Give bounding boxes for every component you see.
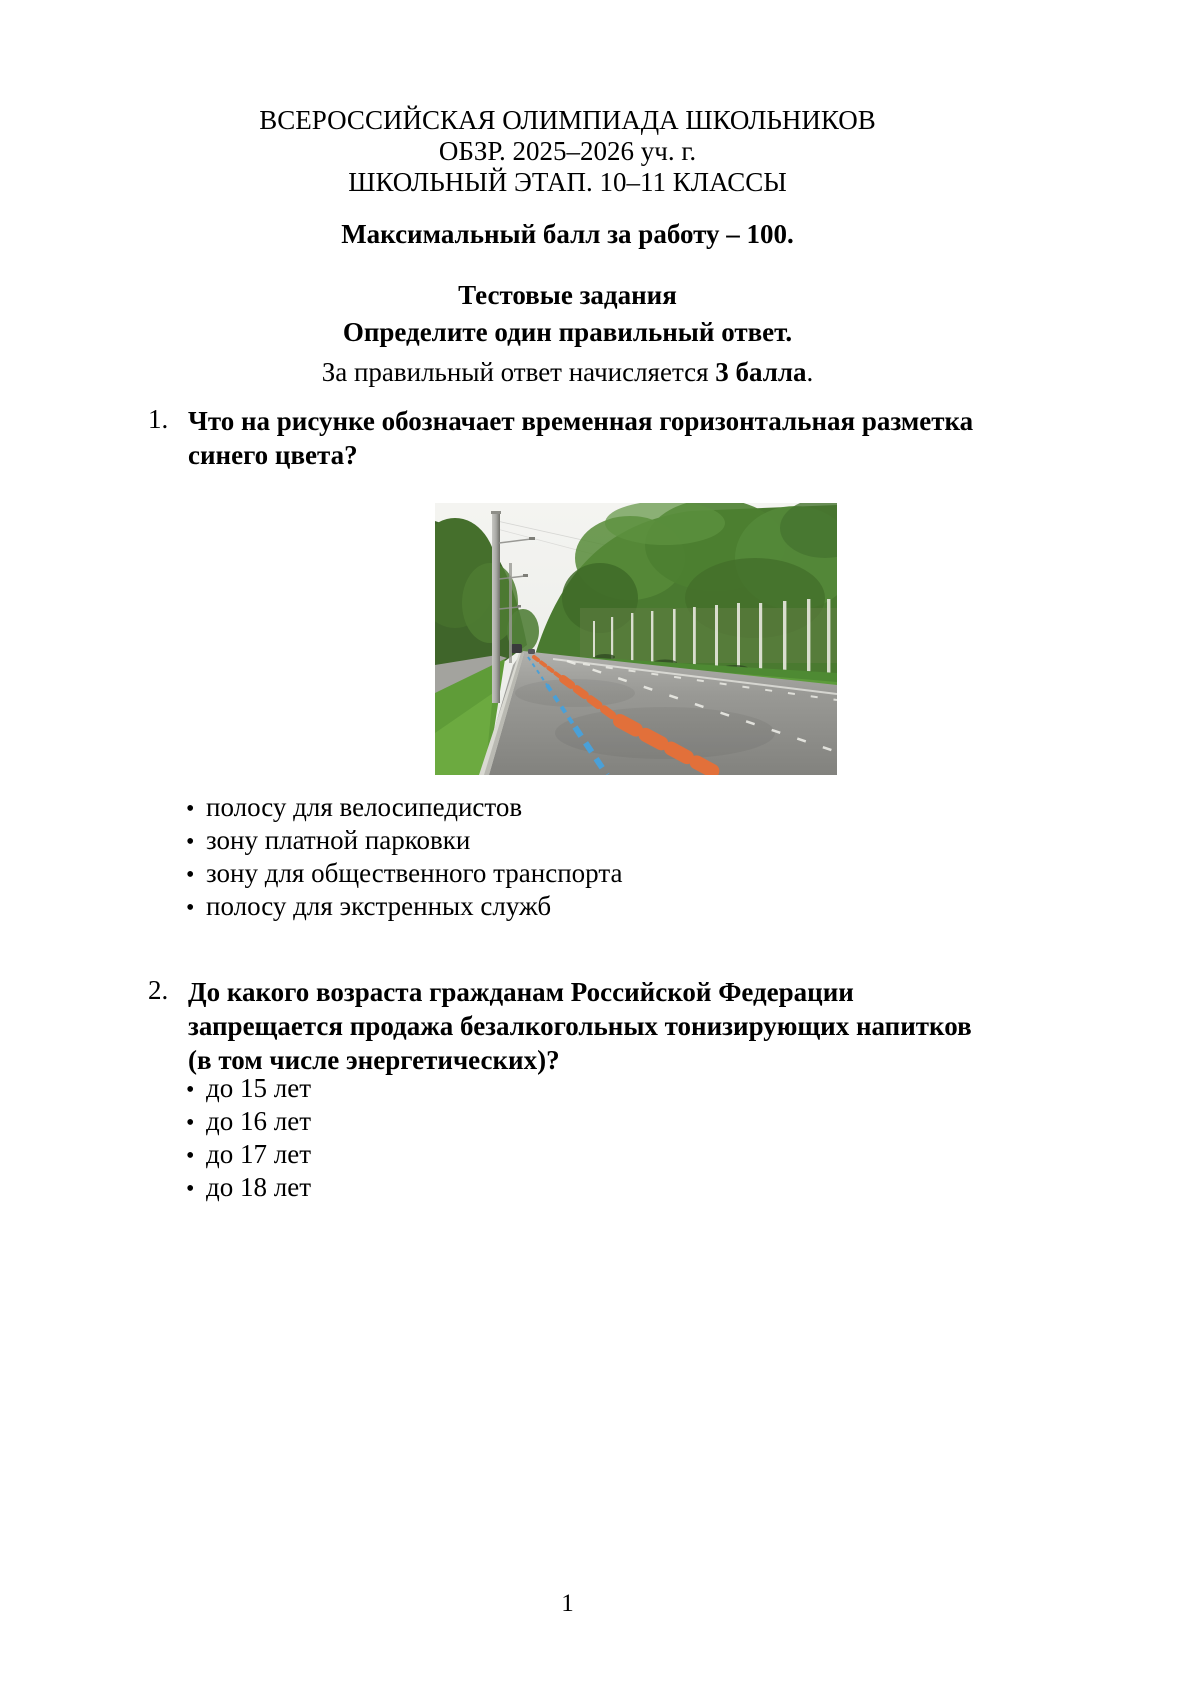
question-2 xyxy=(148,975,1008,1077)
question-2-options xyxy=(186,1073,1006,1205)
q2-option-1: • до 15 лет xyxy=(186,1073,1006,1106)
q1-option-2: • зону платной парковки xyxy=(186,825,1006,858)
q1-option-4: • полосу для экстренных служб xyxy=(186,891,1006,924)
road-photo-illustration xyxy=(435,503,837,775)
doc-title-line1: ВСЕРОССИЙСКАЯ ОЛИМПИАДА ШКОЛЬНИКОВ xyxy=(259,105,876,135)
instruction-line: Определите один правильный ответ. xyxy=(342,317,793,347)
q1-option-3: • зону для общественного транспорта xyxy=(186,858,1006,891)
doc-header xyxy=(145,105,990,198)
question-1-number: 1. xyxy=(148,404,169,434)
doc-title-line3: ШКОЛЬНЫЙ ЭТАП. 10–11 КЛАССЫ xyxy=(348,167,787,197)
q2-option-2: • до 16 лет xyxy=(186,1106,1006,1139)
question-1 xyxy=(148,404,1008,472)
q2-option-3: • до 17 лет xyxy=(186,1139,1006,1172)
scoring-prefix: За правильный ответ начисляется xyxy=(321,357,716,387)
question-1-text: Что на рисунке обозначает временная горизонтальная разметка синего цвета? xyxy=(188,406,974,470)
max-score-line: Максимальный балл за работу – 100. xyxy=(341,219,794,249)
road-photo xyxy=(435,503,837,775)
question-1-options xyxy=(186,792,1006,924)
doc-title-line2: ОБЗР. 2025–2026 уч. г. xyxy=(438,136,697,166)
q1-option-1: • полосу для велосипедистов xyxy=(186,792,1006,825)
question-2-text: До какого возраста гражданам Российской Федерации запрещается продажа безалкогольных тонизирующих напитков (в том числе энергетических)? xyxy=(188,977,972,1075)
section-title: Тестовые задания xyxy=(458,280,677,310)
scoring-suffix: . xyxy=(806,357,814,387)
scoring-points: 3 балла xyxy=(715,357,807,387)
question-2-number: 2. xyxy=(148,975,169,1005)
q2-option-4: • до 18 лет xyxy=(186,1172,1006,1205)
page-number: 1 xyxy=(561,1590,574,1617)
scoring-line xyxy=(145,357,990,388)
